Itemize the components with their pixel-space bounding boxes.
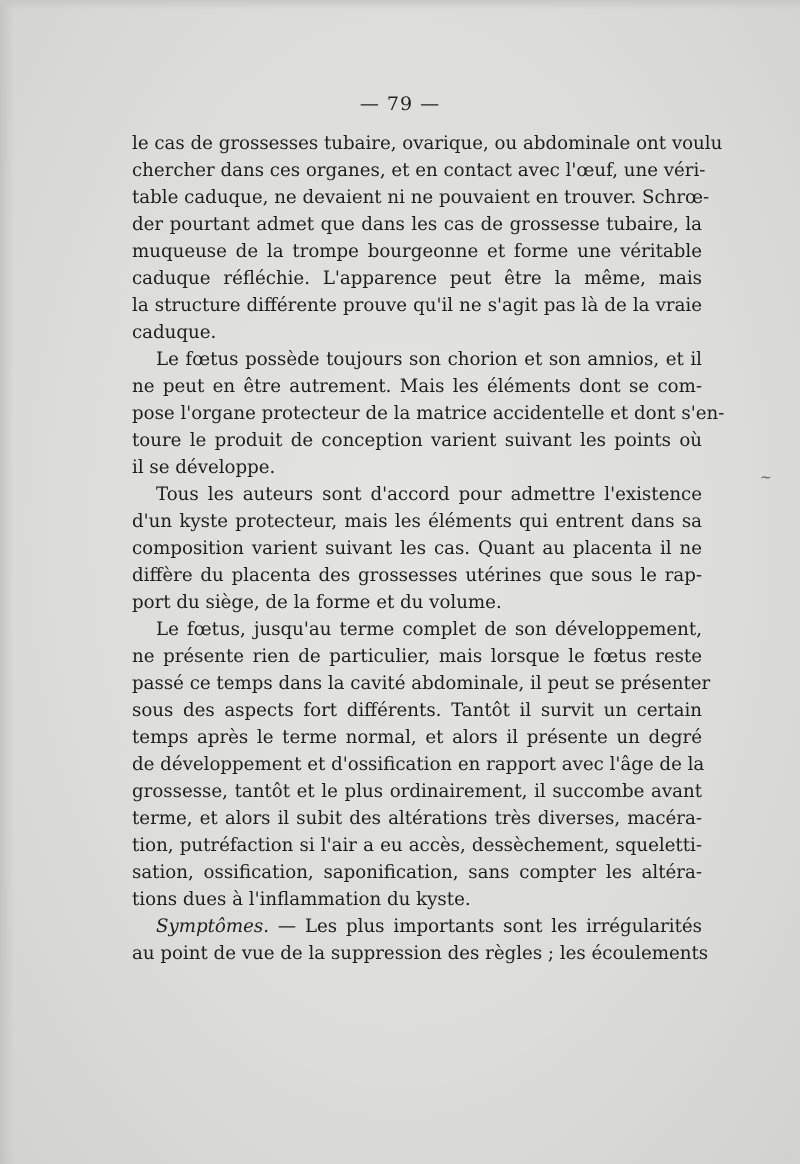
text-line: la structure différente prouve qu'il ne s'agit pas là de la vraie [132,295,702,316]
text-line: caduque. [132,322,217,343]
text-line: il se développe. [132,457,276,478]
text-line: grossesse, tantôt et le plus ordinairement, il succombe avant [132,781,702,802]
text-line: pose l'organe protecteur de la matrice accidentelle et dont s'en- [132,403,725,424]
text-line: tions dues à l'inflammation du kyste. [132,889,471,910]
text-line: au point de vue de la suppression des règles ; les écoulements [132,943,709,964]
symptomes-line-rest: — Les plus importants sont les irrégularités [269,916,702,937]
text-line: Tous les auteurs sont d'accord pour admettre l'existence [156,484,702,505]
page-edge-shadow-left [0,0,14,1164]
text-line: ne peut en être autrement. Mais les éléments dont se com- [132,376,702,397]
page-edge-shadow-top [0,0,800,10]
text-line: Le fœtus possède toujours son chorion et son amnios, et il [156,349,702,370]
text-line: sation, ossification, saponification, sans compter les altéra- [132,862,702,883]
text-line: caduque réfléchie. L'apparence peut être la même, mais [132,268,702,289]
text-line: diffère du placenta des grossesses utérines que sous le rap- [132,565,702,586]
text-line: sous des aspects fort différents. Tantôt il survit un certain [132,700,702,721]
text-line: terme, et alors il subit des altérations très diverses, macéra- [132,808,702,829]
margin-mark: ~ [760,470,772,486]
text-line: tion, putréfaction si l'air a eu accès, dessèchement, squeletti- [132,835,702,856]
page-number: — 79 — [359,93,441,115]
text-line: le cas de grossesses tubaire, ovarique, ou abdominale ont voulu [132,133,723,154]
text-line: temps après le terme normal, et alors il présente un degré [132,727,702,748]
text-line: toure le produit de conception varient suivant les points où [132,430,702,451]
text-line: der pourtant admet que dans les cas de grossesse tubaire, la [132,214,702,235]
text-line: Le fœtus, jusqu'au terme complet de son développement, [156,619,702,640]
text-line: muqueuse de la trompe bourgeonne et forme une véritable [132,241,702,262]
text-line: d'un kyste protecteur, mais les éléments qui entrent dans sa [132,511,702,532]
body-text [132,130,725,967]
section-heading-symptomes: Symptômes. [156,916,270,937]
text-line: ne présente rien de particulier, mais lorsque le fœtus reste [132,646,702,667]
text-line: passé ce temps dans la cavité abdominale, il peut se présenter [132,673,711,694]
text-line: port du siège, de la forme et du volume. [132,592,502,613]
text-line [132,913,702,940]
text-line: de développement et d'ossification en rapport avec l'âge de la [132,754,705,775]
text-line: chercher dans ces organes, et en contact avec l'œuf, une véri- [132,160,706,181]
text-line: composition varient suivant les cas. Quant au placenta il ne [132,538,702,559]
text-line: table caduque, ne devaient ni ne pouvaient en trouver. Schrœ- [132,187,710,208]
